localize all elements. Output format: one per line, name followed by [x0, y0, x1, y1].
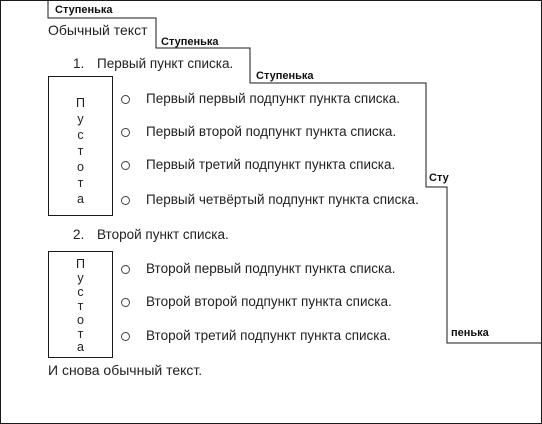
circle-bullet-icon — [121, 128, 130, 137]
paragraph-start: Обычный текст — [48, 22, 148, 38]
box-letter: а — [77, 340, 84, 354]
circle-bullet-icon — [121, 196, 130, 205]
subitem-text: Первый второй подпункт пункта списка. — [146, 124, 397, 139]
box-letter: у — [77, 271, 84, 285]
box-letter: т — [77, 144, 84, 158]
empty-box — [48, 76, 113, 216]
step-label-3: Ступенька — [256, 70, 314, 82]
empty-box — [48, 251, 113, 358]
circle-bullet-icon — [121, 265, 130, 274]
box-letter: П — [76, 96, 85, 110]
box-letter: с — [77, 285, 84, 299]
box-letter: о — [77, 160, 84, 174]
paragraph-end: И снова обычный текст. — [48, 362, 203, 378]
box-letter: т — [77, 176, 84, 190]
box-letter: а — [77, 192, 84, 206]
subitem-text: Второй второй подпункт пункта списка. — [146, 294, 392, 309]
box-letter: т — [77, 327, 84, 341]
box-letter: П — [76, 257, 85, 271]
subitem-text: Второй первый подпункт пункта списка. — [146, 261, 396, 276]
list-item-text: Второй пункт списка. — [97, 227, 229, 242]
circle-bullet-icon — [121, 95, 130, 104]
subitem-text: Первый четвёртый подпункт пункта списка. — [146, 192, 419, 207]
circle-bullet-icon — [121, 298, 130, 307]
list-item-number: 2. — [73, 227, 85, 242]
step-label-5: пенька — [451, 327, 489, 339]
box-letter: с — [77, 128, 84, 142]
step-label-4: Сту — [429, 172, 449, 184]
subitem-text: Второй третий подпункт пункта списка. — [146, 328, 391, 343]
box-letter: у — [77, 112, 84, 126]
box-letter: т — [77, 299, 84, 313]
subitem-text: Первый первый подпункт пункта списка. — [146, 91, 400, 106]
step-label-2: Ступенька — [161, 36, 219, 48]
subitem-text: Первый третий подпункт пункта списка. — [146, 157, 396, 172]
list-item-text: Первый пункт списка. — [97, 56, 234, 71]
list-item-number: 1. — [73, 56, 85, 71]
circle-bullet-icon — [121, 332, 130, 341]
box-letter: о — [77, 313, 84, 327]
circle-bullet-icon — [121, 161, 130, 170]
step-label-1: Ступенька — [55, 4, 113, 16]
